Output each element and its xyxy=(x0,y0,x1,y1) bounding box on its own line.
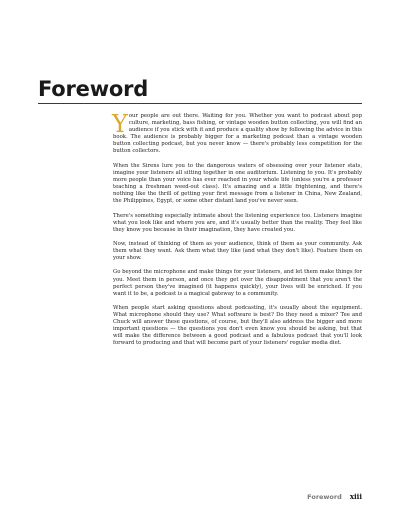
paragraph: When people start asking questions about podcasting, it's usually about the equipment. What microphone should they use? What software is best? Do they need a mixer? Tee and Chuck will answer these questions, of course, but they'll also address the bigger and more important questions — the questions you don't even know you should be asking, but that will make the difference between a good podcast and a fabulous podcast that you'll look forward to producing and that will become part of your listeners' regular media diet. xyxy=(113,305,362,347)
page-title: Foreword xyxy=(38,77,149,101)
paragraph: There's something especially intimate about the listening experience too. Listeners imagine what you look like and where you are, and it's usually better than the reality. They feel like they know you because in their imagination, they have created you. xyxy=(113,212,362,233)
paragraph-text: our people are out there. Waiting for you. Whether you want to podcast about pop culture, marketing, bass fishing, or vintage wooden button collecting, you will find an audience if you stick with it and produce a quality show by following the advice in this book. The audience is probably bigger for a marketing podcast than a vintage wooden button collecting podcast, but you never know — there's probably less competition for the button collectors. xyxy=(113,113,362,155)
page-footer xyxy=(307,492,362,501)
paragraph: Go beyond the microphone and make things for your listeners, and let them make things for you. Meet them in person, and once they get over the disappointment that you aren't the perfect person they've imagined (it happens quickly), your lives will be enriched. If you want it to be, a podcast is a magical gateway to a community. xyxy=(113,269,362,297)
page-number: xiii xyxy=(349,492,362,501)
paragraph: Now, instead of thinking of them as your audience, think of them as your community. Ask them what they want. Ask them what they like (and what they don't like). Feature them on your show. xyxy=(113,240,362,262)
drop-cap: Y xyxy=(112,110,128,138)
title-rule xyxy=(38,103,362,104)
foreword-body xyxy=(112,110,362,355)
paragraph xyxy=(112,110,362,156)
paragraph: When the Sirens lure you to the dangerous waters of obsessing over your listener stats, imagine your listeners all sitting together in one auditorium. Listening to you. It's probably more people than your voice has ever reached in your whole life (unless you're a professor teaching a freshman weed-out class). It's amazing and a little frightening, and there's nothing like the thrill of getting your first message from a listener in China, New Zealand, the Philippines, Egypt, or some other distant land you've never seen. xyxy=(113,162,362,205)
footer-section-label: Foreword xyxy=(307,493,342,501)
